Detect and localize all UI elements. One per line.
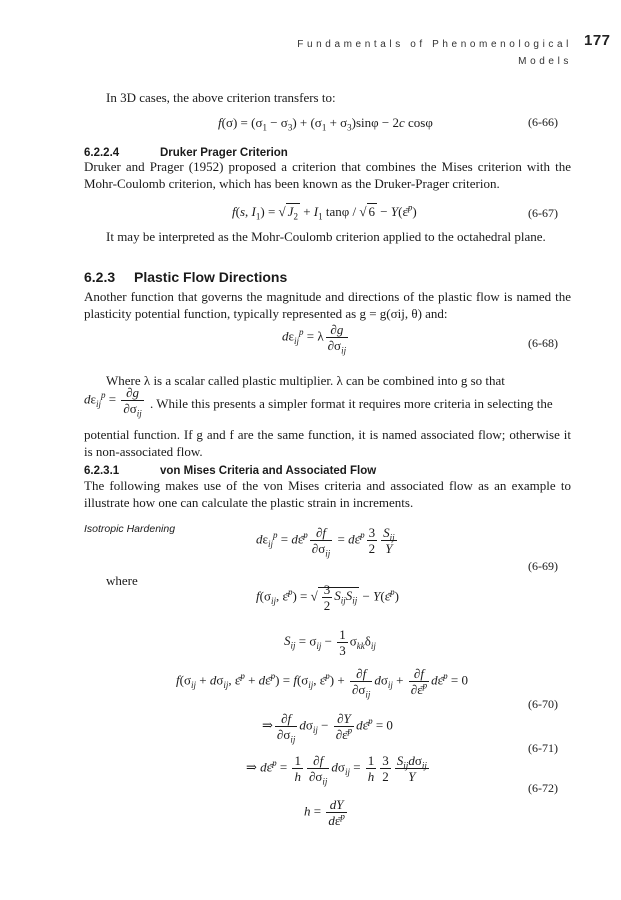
equation-number-6-66: (6-66) xyxy=(528,115,558,129)
section-title: Druker Prager Criterion xyxy=(160,147,288,159)
equation-6-68: $d\varepsilon_{ij}^p = \lambda$ $\frac{\partial g}{\partial\sigma_{ij}}$ xyxy=(282,322,347,356)
equation-6-67: f(s, $I_1$) = √ $J_2 + I_1$ tanφ / √ 6 − Y(ε̄$^p$) xyxy=(232,202,417,222)
equation-deviatoric-stress: $S_{ij} = \sigma_{ij}$ − $\frac{1}{3}$ $\sigma_{kk}\delta_{ij}$ xyxy=(284,627,376,658)
paragraph-octahedral: It may be interpreted as the Mohr-Coulomb criterion applied to the octahedral plane. xyxy=(106,229,546,244)
page-number: 177 xyxy=(584,32,611,49)
equation-6-69-b: $f(\sigma_{ij}$, ε̄$^p$) = √ $\frac{3}{2}$ $S_{ij}S_{ij}$ − Y(ε̄$^p$) xyxy=(256,582,399,613)
section-number: 6.2.3 xyxy=(84,269,116,285)
equation-number-6-69: (6-69) xyxy=(528,559,558,573)
section-number: 6.2.3.1 xyxy=(84,465,120,477)
equation-number-6-71: (6-71) xyxy=(528,741,558,755)
paragraph-potential-function: Another function that governs the magnitude and directions of the plastic flow is named the plasticity potential function, typically represented as g = g(σij, θ) and: xyxy=(84,289,571,321)
section-title: Plastic Flow Directions xyxy=(134,269,288,285)
equation-number-6-70: (6-70) xyxy=(528,697,558,711)
paragraph-simpler-format: . While this presents a simpler format it requires more criteria in selecting the xyxy=(150,396,553,411)
equation-6-71: ⇒ dε̄$^p$ = $\frac{1}{h}$ $\frac{\partial f}{\partial\sigma_{ij}}$ $d\sigma_{ij}$ = $\frac{1}{h}$ $\frac{3}{2}$ $\frac{S_{ij}d\sigma_{ij}}{Y}$ xyxy=(246,753,427,787)
paragraph-associated-flow: potential function. If g and f are the same function, it is named associated flow; otherwise it is non-associated flow. xyxy=(84,427,571,459)
equation-number-6-67: (6-67) xyxy=(528,206,558,220)
equation-6-72: h = $\frac{dY}{d\varepsilon̄^p}$ xyxy=(304,797,345,828)
equation-number-6-72: (6-72) xyxy=(528,781,558,795)
inline-equation-flow: $d\varepsilon_{ij}^p$ = $\frac{\partial g}{\partial\sigma_{ij}}$ xyxy=(84,385,142,419)
section-title: von Mises Criteria and Associated Flow xyxy=(160,465,377,477)
paragraph-druker-prager: Druker and Prager (1952) proposed a criterion that combines the Mises criterion with the Mohr-Coulomb criterion, which has been known as the Druker-Prager criterion. xyxy=(84,159,571,191)
paragraph-plastic-multiplier: Where λ is a scalar called plastic multiplier. λ can be combined into g so that xyxy=(106,373,505,388)
equation-6-70-a: $f(\sigma_{ij} + d\sigma_{ij}$, ε̄$^p$ + dε̄$^p$) = $f(\sigma_{ij}$, ε̄$^p$) + $\frac{\partial f}{\partial\sigma_{ij}}$ $d\sigma_{ij}$ + $\frac{\partial f}{\partial\varepsilon̄^p}$ dε̄$^p$ = 0 xyxy=(176,666,468,700)
equation-number-6-68: (6-68) xyxy=(528,336,558,350)
paragraph-von-mises: The following makes use of the von Mises criteria and associated flow as an example to illustrate how one can calculate the plastic strain in increments. xyxy=(84,478,571,510)
equation-6-69-a: $d\varepsilon_{ij}^p$ = dε̄$^p$ $\frac{\partial f}{\partial\sigma_{ij}}$ = dε̄$^p$ $\frac{3}{2}$ $\frac{S_{ij}}{Y}$ xyxy=(256,525,395,559)
equation-6-66: $f(\sigma) = (\sigma_1 - \sigma_3) + (\sigma_1 + \sigma_3)\sin\varphi - 2c$ cosφ xyxy=(218,115,433,133)
section-heading-6-2-3 xyxy=(84,269,287,286)
running-head: Fundamentals of Phenomenological Models xyxy=(297,39,572,67)
label-isotropic-hardening: Isotropic Hardening xyxy=(84,523,176,535)
section-number: 6.2.2.4 xyxy=(84,147,120,159)
equation-6-70-b: ⇒ $\frac{\partial f}{\partial\sigma_{ij}}$ $d\sigma_{ij}$ − $\frac{\partial Y}{\partial\varepsilon̄^p}$ dε̄$^p$ = 0 xyxy=(262,711,393,745)
word-where: where xyxy=(106,573,138,588)
paragraph-intro: In 3D cases, the above criterion transfers to: xyxy=(106,90,336,105)
